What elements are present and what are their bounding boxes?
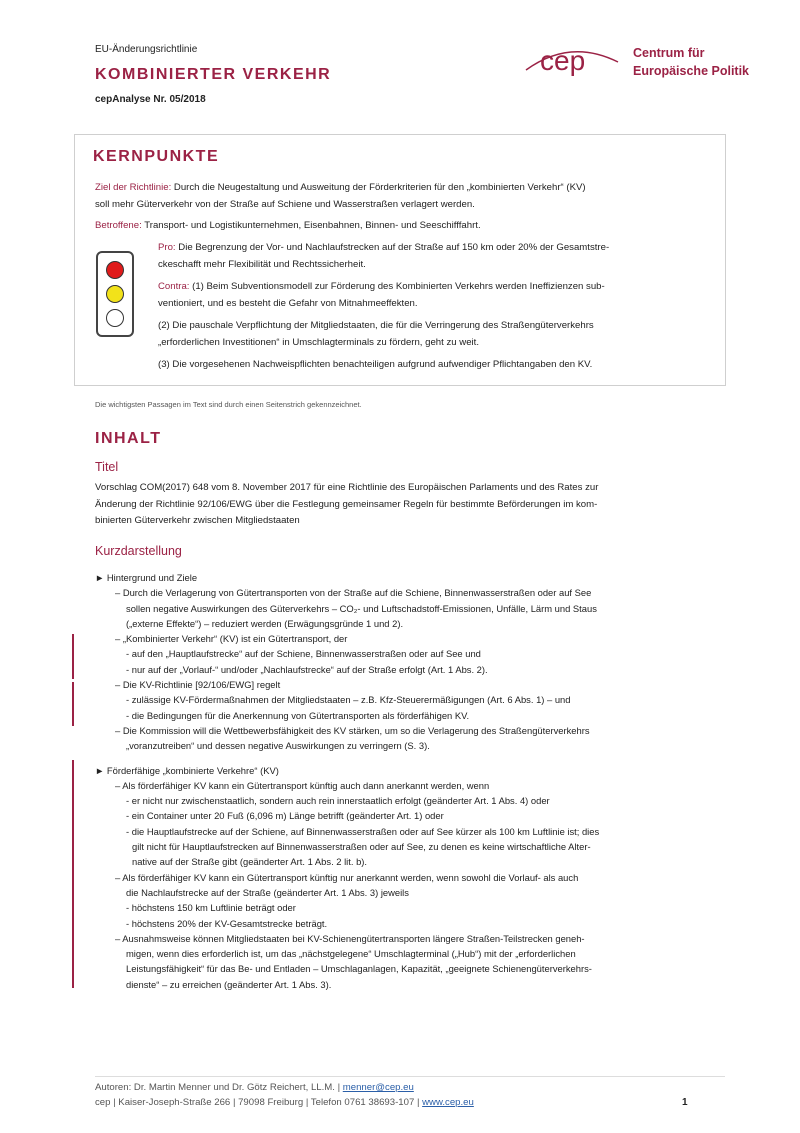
analysis-number: cepAnalyse Nr. 05/2018 xyxy=(95,94,206,105)
list-item: sollen negative Auswirkungen des Güterverkehrs – CO₂- und Luftschadstoff-Emissionen, Unfälle, Lärm und Staus xyxy=(126,602,597,614)
inhalt-title: INHALT xyxy=(95,430,162,447)
kernpunkte-title: KERNPUNKTE xyxy=(93,148,220,165)
contra-text-1: (1) Beim Subventionsmodell zur Förderung des Kombinierten Verkehrs werden Ineffizienzen sub- xyxy=(189,281,605,292)
document-title: KOMBINIERTER VERKEHR xyxy=(95,66,332,83)
pro-paragraph xyxy=(158,240,609,273)
logo-mark: cep xyxy=(540,45,586,76)
address-text: cep | Kaiser-Joseph-Straße 266 | 79098 Freiburg | Telefon 0761 38693-107 | xyxy=(95,1097,423,1108)
cep-logo-arc-icon xyxy=(522,40,622,85)
contra-text-2: ventioniert, und es besteht die Gefahr von Mitnahmeeffekten. xyxy=(158,297,418,309)
titel-paragraph xyxy=(95,480,598,530)
pro-text-2: ckeschafft mehr Flexibilität und Rechtssicherheit. xyxy=(158,258,366,270)
list-item: native auf der Straße gibt (geänderter Art. 1 Abs. 2 lit. b). xyxy=(132,856,368,868)
titel-line-2: Änderung der Richtlinie 92/106/EWG über die Festlegung gemeinsamer Regeln für bestimmte Beförderungen im kom- xyxy=(95,498,598,510)
betroffene-paragraph xyxy=(95,218,481,235)
list-item: die Nachlaufstrecke auf der Straße (geänderter Art. 1 Abs. 3) jeweils xyxy=(126,886,409,898)
contra-paragraph xyxy=(158,279,605,312)
list-item: - zulässige KV-Fördermaßnahmen der Mitgliedstaaten – z.B. Kfz-Steuerermäßigungen (Art. 6 Abs. 1) – und xyxy=(126,694,571,706)
authors-text: Autoren: Dr. Martin Menner und Dr. Götz Reichert, LL.M. | xyxy=(95,1082,343,1093)
logo-line-2: Europäische Politik xyxy=(633,64,750,78)
contra-2-text-1: (2) Die pauschale Verpflichtung der Mitgliedstaaten, die für die Verringerung des Straßengüterverkehrs xyxy=(158,320,594,331)
contra-3-text-1: (3) Die vorgesehenen Nachweispflichten benachteiligen aufgrund aufwendiger Pflichtangaben den KV. xyxy=(158,359,593,370)
titel-line-3: binierten Güterverkehr zwischen Mitgliedstaaten xyxy=(95,515,300,526)
document-subtitle: EU-Änderungsrichtlinie xyxy=(95,44,198,55)
list-item: - die Hauptlaufstrecke auf der Schiene, auf Binnenwasserstraßen oder auf See kürzer als 100 km Luftlinie ist; dies xyxy=(126,825,600,837)
website-link[interactable]: www.cep.eu xyxy=(422,1097,474,1108)
list-item: migen, wenn dies erforderlich ist, um das „nächstgelegene“ Umschlagterminal („Hub“) mit der „erforderlichen xyxy=(126,948,576,960)
contra-2-paragraph xyxy=(158,318,594,351)
margin-marker xyxy=(72,682,74,726)
margin-note: Die wichtigsten Passagen im Text sind durch einen Seitenstrich gekennzeichnet. xyxy=(95,400,362,409)
list-item: - höchstens 150 km Luftlinie beträgt oder xyxy=(126,902,296,914)
list-item: - höchstens 20% der KV-Gesamtstrecke beträgt. xyxy=(126,917,328,929)
list-item: – Die Kommission will die Wettbewerbsfähigkeit des KV stärken, um so die Verlagerung des Straßengüterverkehrs xyxy=(115,724,590,736)
list-item: („externe Effekte“) – reduziert werden (Erwägungsgründe 1 und 2). xyxy=(126,617,404,629)
contra-label: Contra: xyxy=(158,281,190,292)
list-item: – Durch die Verlagerung von Gütertransporten von der Straße auf die Schiene, Binnenwasserstraßen oder auf See xyxy=(115,587,592,599)
list-item: Leistungsfähigkeit“ für das Be- und Entladen – Umschlaganlagen, Kapazität, „geeignete Schienengüterverkehrs- xyxy=(126,963,592,975)
titel-heading: Titel xyxy=(95,460,119,474)
ziel-label: Ziel der Richtlinie: xyxy=(95,182,172,193)
logo-text xyxy=(633,44,749,80)
list-item: – „Kombinierter Verkehr“ (KV) ist ein Gütertransport, der xyxy=(115,633,348,645)
contra-2-text-2: „erforderlichen Investitionen“ in Umschlagterminals zu fördern, geht zu weit. xyxy=(158,336,480,348)
pro-label: Pro: xyxy=(158,242,176,253)
list-item: – Ausnahmsweise können Mitgliedstaaten bei KV-Schienengütertransporten längere Straßen-Teilstrecken geneh- xyxy=(115,932,585,944)
red-light-icon xyxy=(106,261,124,279)
list-item: - die Bedingungen für die Anerkennung von Gütertransporten als förderfähigen KV. xyxy=(126,709,470,721)
footer-authors xyxy=(95,1082,414,1093)
margin-marker xyxy=(72,634,74,679)
ziel-text-2: soll mehr Güterverkehr von der Straße auf Schiene und Wasserstraßen verlagert werden. xyxy=(95,198,475,210)
list-item: ► Hintergrund und Ziele xyxy=(95,572,198,583)
email-link[interactable]: menner@cep.eu xyxy=(342,1082,414,1093)
list-item: – Die KV-Richtlinie [92/106/EWG] regelt xyxy=(115,679,281,691)
ziel-text-1: Durch die Neugestaltung und Ausweitung der Förderkriterien für den „kombinierten Verkehr“ (KV) xyxy=(171,182,586,193)
list-item: - nur auf der „Vorlauf-“ und/oder „Nachlaufstrecke“ auf der Straße erfolgt (Art. 1 Abs. 2). xyxy=(126,663,488,675)
kurzdarstellung-heading: Kurzdarstellung xyxy=(95,544,182,558)
list-item: „voranzutreiben“ und dessen negative Auswirkungen zu verringern (S. 3). xyxy=(126,740,430,752)
betroffene-label: Betroffene: xyxy=(95,220,142,231)
kurzdarstellung-list xyxy=(95,570,599,992)
betroffene-text: Transport- und Logistikunternehmen, Eisenbahnen, Binnen- und Seeschifffahrt. xyxy=(141,220,481,231)
yellow-light-icon xyxy=(106,285,124,303)
page-number: 1 xyxy=(682,1097,688,1108)
titel-line-1: Vorschlag COM(2017) 648 vom 8. November 2017 für eine Richtlinie des Europäischen Parlaments und des Rates zur xyxy=(95,482,599,493)
traffic-light-icon xyxy=(96,251,134,337)
list-item: - ein Container unter 20 Fuß (6,096 m) Länge betrifft (geänderter Art. 1) oder xyxy=(126,810,444,822)
list-item: - er nicht nur zwischenstaatlich, sondern auch rein innerstaatlich erfolgt (geänderter Art. 1 Abs. 4) oder xyxy=(126,795,550,807)
margin-marker xyxy=(72,760,74,988)
logo-line-1: Centrum für xyxy=(633,46,705,60)
footer-divider xyxy=(95,1076,725,1077)
contra-3-paragraph xyxy=(158,357,592,374)
ziel-paragraph xyxy=(95,180,586,213)
list-item: – Als förderfähiger KV kann ein Gütertransport künftig auch dann anerkannt werden, wenn xyxy=(115,779,490,791)
list-item: – Als förderfähiger KV kann ein Gütertransport künftig nur anerkannt werden, wenn sowohl die Vorlauf- als auch xyxy=(115,871,579,883)
list-item: - auf den „Hauptlaufstrecke“ auf der Schiene, Binnenwasserstraßen oder auf See und xyxy=(126,648,481,660)
empty-light-icon xyxy=(106,309,124,327)
list-item: ► Förderfähige „kombinierte Verkehre“ (KV) xyxy=(95,764,279,776)
list-item: dienste“ – zu erreichen (geänderter Art. 1 Abs. 3). xyxy=(126,978,332,990)
list-item: gilt nicht für Hauptlaufstrecken auf Binnenwasserstraßen oder auf See, zu denen es keine wirtschaftliche Alter- xyxy=(132,841,591,853)
cep-logo xyxy=(522,40,622,90)
pro-text-1: Die Begrenzung der Vor- und Nachlaufstrecken auf der Straße auf 150 km oder 20% der Gesamtstre- xyxy=(175,242,610,253)
footer-address xyxy=(95,1097,474,1108)
